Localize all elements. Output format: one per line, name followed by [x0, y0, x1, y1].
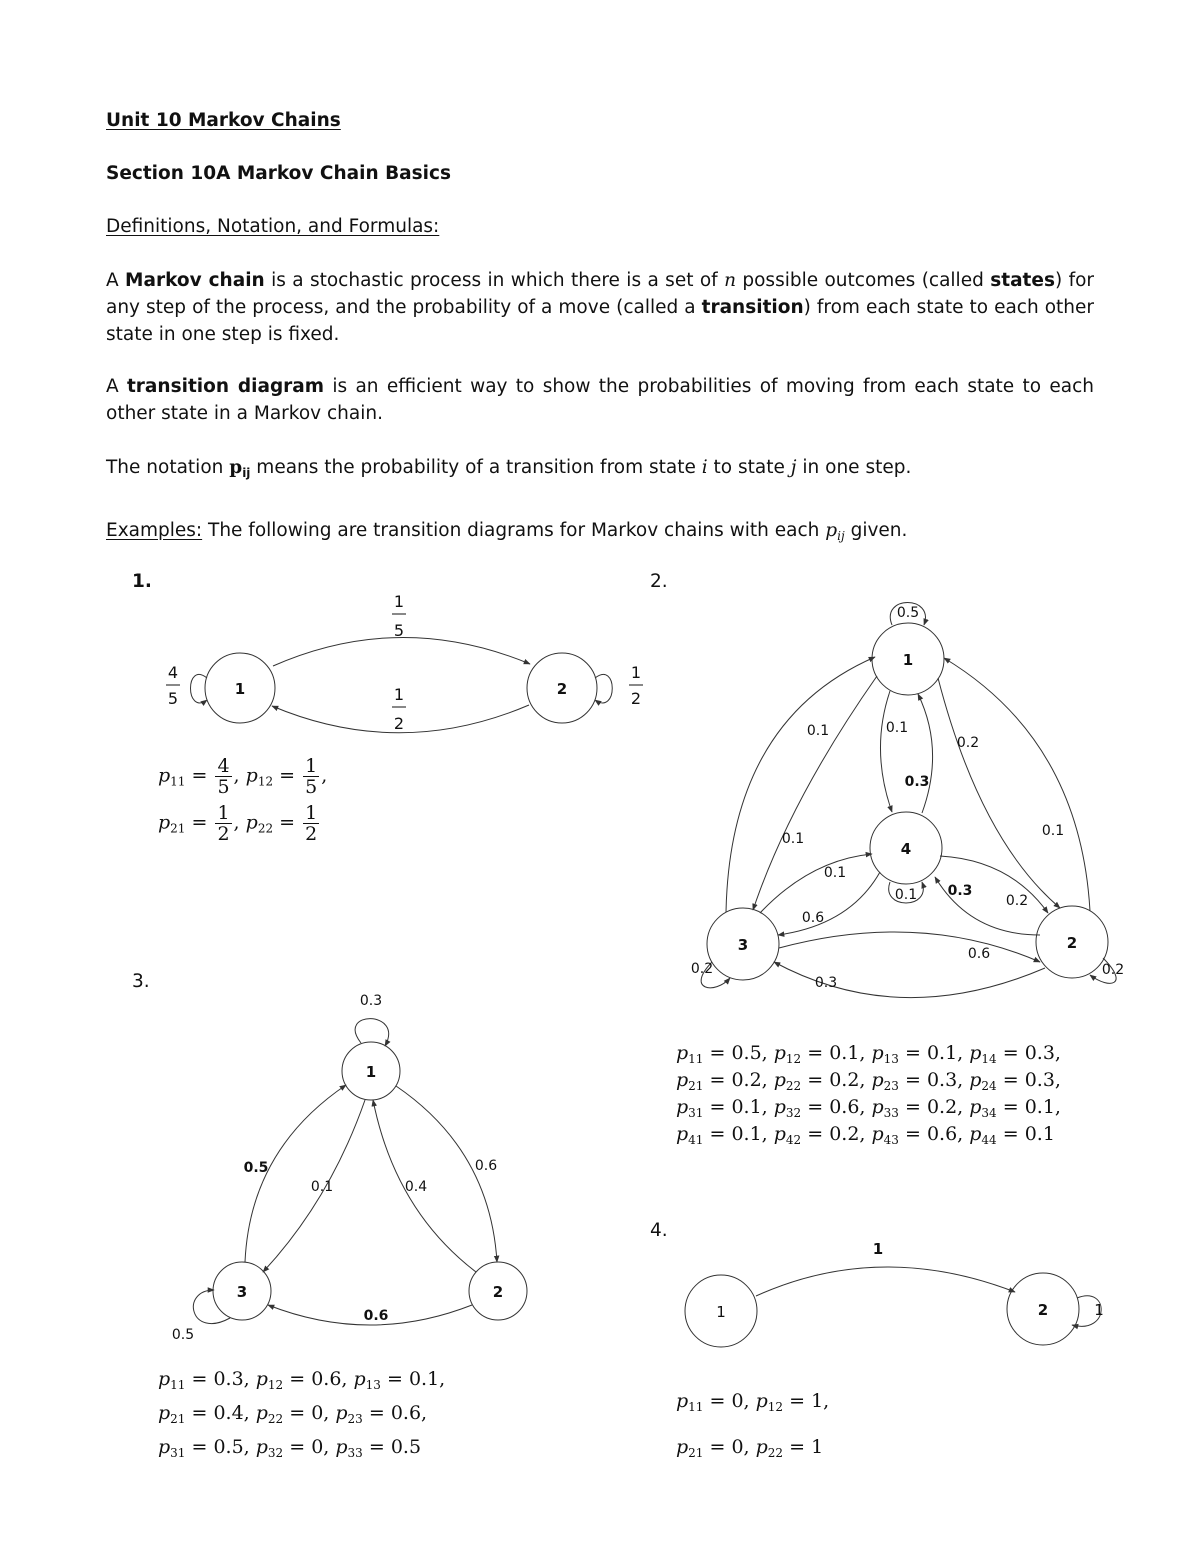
ex1-self-2-den: 2 [630, 689, 642, 708]
ex3-node-1: 1 [365, 1063, 377, 1081]
ex1-equation-line1: $p_{11}$ = $\frac{4}{5}$ , $p_{12}$ = $\frac{1}{5}$ , [158, 755, 328, 798]
ex3-edge-1-2 [396, 1086, 497, 1262]
ex4-equation-line1: $p_{11} = 0$, $p_{12} = 1$, [676, 1390, 830, 1414]
ex2-label-e24: 0.3 [947, 883, 973, 899]
ex3-equation-line1: $p_{11} = 0.3$, $p_{12} = 0.6$, $p_{13} = 0.1$, [158, 1368, 446, 1392]
ex2-label-self4: 0.1 [894, 887, 918, 903]
ex4-equation-line2: $p_{21} = 0$, $p_{22} = 1$ [676, 1436, 824, 1460]
ex2-node-3: 3 [737, 936, 749, 954]
example-4-label: 4. [650, 1220, 668, 1241]
ex2-equation-line1: $p_{11} = 0.5$, $p_{12} = 0.1$, $p_{13} = 0.1$, $p_{14} = 0.3$, [676, 1042, 1061, 1066]
ex1-edge-21-den: 2 [393, 714, 405, 733]
ex2-label-e34: 0.1 [823, 865, 847, 881]
ex2-edge-3-4 [760, 854, 872, 913]
ex3-self-3 [193, 1290, 230, 1324]
unit-title: Unit 10 Markov Chains [106, 110, 341, 131]
ex4-edge-1-2 [756, 1267, 1015, 1296]
ex2-label-self1: 0.5 [896, 605, 920, 621]
transition-diagram-definition: A transition diagram is an efficient way to show the probabilities of moving from each state to each other state in a Markov chain. [106, 376, 1094, 424]
ex2-label-self2: 0.2 [1101, 962, 1125, 978]
ex4-label-self2: 1 [1094, 1301, 1104, 1319]
ex2-label-e14: 0.1 [885, 720, 909, 736]
ex1-edge-12-num: 1 [393, 592, 405, 611]
ex1-self-1-num: 4 [167, 663, 179, 682]
ex3-label-self3: 0.5 [171, 1327, 195, 1343]
ex2-label-e13-outer: 0.1 [806, 723, 830, 739]
ex3-label-e12: 0.6 [474, 1158, 498, 1174]
ex1-edge-12-den: 5 [393, 621, 405, 640]
ex2-edge-1-4 [880, 691, 892, 812]
definitions-heading: Definitions, Notation, and Formulas: [106, 216, 440, 237]
ex4-label-e12: 1 [872, 1240, 884, 1258]
ex1-node-2: 2 [556, 680, 568, 698]
ex1-self-2-num: 1 [630, 663, 642, 682]
ex3-label-e21: 0.4 [404, 1179, 428, 1195]
ex1-node-1: 1 [234, 680, 246, 698]
ex2-label-e31-inner: 0.1 [781, 831, 805, 847]
ex2-edge-1-2 [938, 678, 1060, 908]
example-1-label: 1. [132, 571, 152, 592]
ex2-node-1: 1 [902, 651, 914, 669]
ex3-label-e31: 0.5 [243, 1160, 269, 1176]
ex2-node-2: 2 [1066, 934, 1078, 952]
ex2-equation-line2: $p_{21} = 0.2$, $p_{22} = 0.2$, $p_{23} = 0.3$, $p_{24} = 0.3$, [676, 1069, 1061, 1093]
ex4-node-1: 1 [716, 1303, 726, 1321]
ex2-edge-3-1 [726, 657, 875, 912]
ex2-label-e21: 0.1 [1041, 823, 1065, 839]
ex3-node-2: 2 [492, 1283, 504, 1301]
ex2-label-e12: 0.2 [956, 735, 980, 751]
ex3-equation-line2: $p_{21} = 0.4$, $p_{22} = 0$, $p_{23} = 0.6$, [158, 1402, 428, 1426]
ex1-edge-21-num: 1 [393, 685, 405, 704]
markov-chain-definition: A Markov chain is a stochastic process in which there is a set of n possible outcomes (called states) for any step of the process, and the probability of a move (called a transition) from each state to each other state in one step is fixed. [106, 270, 1095, 345]
ex3-node-3: 3 [236, 1283, 248, 1301]
example-2-label: 2. [650, 571, 668, 592]
ex2-node-4: 4 [900, 840, 912, 858]
ex2-label-e43: 0.6 [801, 910, 825, 926]
ex2-edge-1-3 [753, 676, 877, 910]
ex2-equation-line4: $p_{41} = 0.1$, $p_{42} = 0.2$, $p_{43} = 0.6$, $p_{44} = 0.1$ [676, 1123, 1055, 1147]
examples-intro: Examples: The following are transition diagrams for Markov chains with each $p_{ij}$ given. [106, 520, 908, 543]
ex2-edge-3-2 [779, 932, 1040, 962]
ex4-node-2: 2 [1037, 1301, 1049, 1319]
ex2-edge-4-3 [778, 872, 880, 935]
ex2-equation-line3: $p_{31} = 0.1$, $p_{32} = 0.6$, $p_{33} = 0.2$, $p_{34} = 0.1$, [676, 1096, 1061, 1120]
ex1-self-1-den: 5 [167, 689, 179, 708]
section-title: Section 10A Markov Chain Basics [106, 163, 451, 184]
ex2-edge-4-1 [918, 694, 933, 813]
ex1-self-2 [595, 674, 612, 703]
example-3-label: 3. [132, 971, 150, 992]
ex2-label-e32: 0.6 [967, 946, 991, 962]
ex2-label-e42: 0.2 [1005, 893, 1029, 909]
ex3-equation-line3: $p_{31} = 0.5$, $p_{32} = 0$, $p_{33} = 0.5$ [158, 1436, 422, 1460]
ex3-label-e13: 0.1 [310, 1179, 334, 1195]
ex2-label-e41: 0.3 [904, 774, 930, 790]
ex2-edge-2-1 [944, 658, 1090, 911]
ex1-edge-1-2 [273, 637, 530, 666]
ex3-label-e23: 0.6 [363, 1308, 389, 1324]
ex1-equation-line2: $p_{21}$ = $\frac{1}{2}$ , $p_{22}$ = $\frac{1}{2}$ [158, 802, 318, 845]
ex2-label-e23: 0.3 [814, 975, 838, 991]
ex2-label-self3: 0.2 [690, 961, 714, 977]
notation-definition: The notation $p_{ij}$ means the probability of a transition from state i to state j in one step. [106, 457, 912, 480]
ex3-label-self1: 0.3 [359, 993, 383, 1009]
